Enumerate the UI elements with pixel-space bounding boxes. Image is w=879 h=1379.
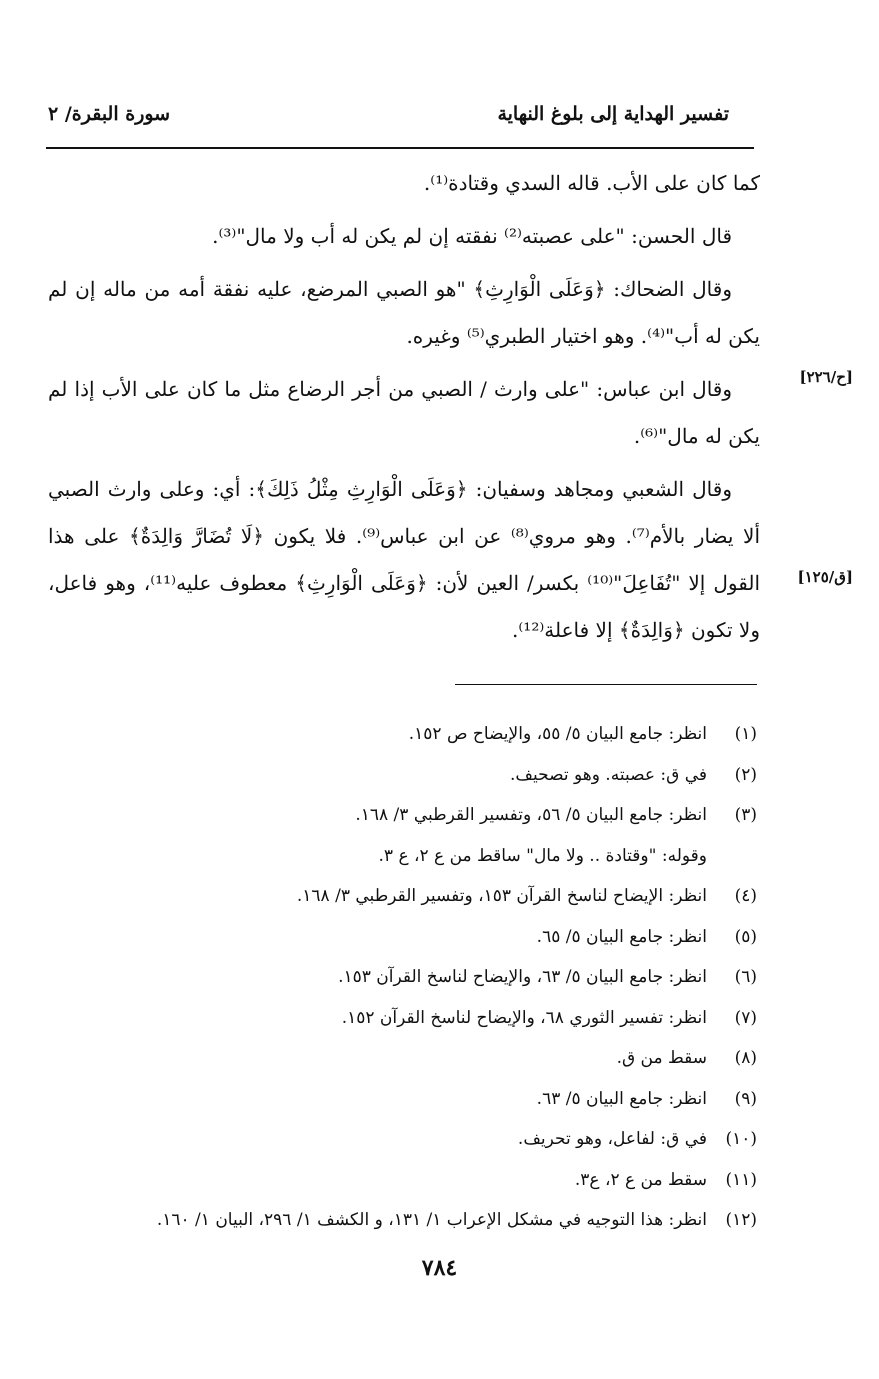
footnote-divider [455,684,757,685]
footnote [37,795,757,836]
margin-ref-q125: [ق/١٢٥] [797,568,853,586]
footnote [37,1200,757,1241]
footnote [37,1079,757,1120]
footnote-text: في ق: عصبته. وهو تصحيف. [509,764,707,785]
main-text [48,160,760,660]
footnote-number: (١) [734,724,757,745]
footnote-text: انظر: تفسير الثوري ٦٨، والإيضاح لناسخ القرآن ١٥٢. [341,1007,707,1028]
running-title: تفسير الهداية إلى بلوغ النهاية [497,103,729,125]
paragraph: وقال الشعبي ومجاهد وسفيان: ﴿وَعَلَى الْوَارِثِ مِثْلُ ذَلِكَ﴾: أي: وعلى وارث الصبي ألا يضار بالأم⁽⁷⁾. وهو مروي⁽⁸⁾ عن ابن عباس⁽⁹⁾. فلا يكون ﴿لَا تُضَارَّ وَالِدَةٌ﴾ على هذا القول إلا "تُفَاعِلَ"⁽¹⁰⁾ بكسر/ العين لأن: ﴿وَعَلَى الْوَارِثِ﴾ معطوف عليه⁽¹¹⁾، وهو فاعل، ولا تكون ﴿وَالِدَةٌ﴾ إلا فاعلة⁽¹²⁾. [48,477,761,642]
footnote [37,998,757,1039]
footnotes [37,714,757,1241]
footnote-number: (٧) [734,1007,757,1028]
footnote [37,957,757,998]
footnote-text: في ق: لفاعل، وهو تحريف. [517,1129,707,1150]
footnote-text: سقط من ع ٢، ع٣. [574,1169,707,1190]
footnote-number: (١١) [725,1169,757,1190]
footnote-text: انظر: جامع البيان ٥/ ٦٥. [536,926,707,947]
footnote [37,917,757,958]
footnote-number: (٦) [734,967,757,988]
paragraph: وقال ابن عباس: "على وارث / الصبي من أجر الرضاع مثل ما كان على الأب إذا لم يكن له مال"⁽⁶⁾. [48,377,760,448]
paragraph: وقال الضحاك: ﴿وَعَلَى الْوَارِثِ﴾ "هو الصبي المرضع، عليه نفقة أمه من ماله إن لم يكن له أب"⁽⁴⁾. وهو اختيار الطبري⁽⁵⁾ وغيره. [48,277,760,348]
footnote [37,876,757,917]
footnote [37,1038,757,1079]
footnote-number: (٤) [734,886,757,907]
footnote-text: انظر: هذا التوجيه في مشكل الإعراب ١/ ١٣١، و الكشف ١/ ٢٩٦، البيان ١/ ١٦٠. [156,1210,707,1231]
footnote [37,1119,757,1160]
footnote-text: انظر: جامع البيان ٥/ ٥٦، وتفسير القرطبي ٣/ ١٦٨. [355,805,707,826]
footnote-text: انظر: جامع البيان ٥/ ٦٣. [536,1088,707,1109]
footnote [37,1160,757,1201]
footnote-text: انظر: الإيضاح لناسخ القرآن ١٥٣، وتفسير القرطبي ٣/ ١٦٨. [296,886,707,907]
page-number: ٧٨٤ [421,1255,458,1281]
header-divider [46,147,754,149]
footnote-number: (١٠) [725,1129,757,1150]
footnote [37,714,757,755]
footnote [37,755,757,796]
footnote-number: (٢) [734,764,757,785]
paragraph: قال الحسن: "على عصبته⁽²⁾ نفقته إن لم يكن له أب ولا مال"⁽³⁾. [212,224,732,248]
footnote-number: (٩) [734,1088,757,1109]
footnote-continuation: وقوله: "وقتادة .. ولا مال" ساقط من ع ٢، ع ٣. [378,845,707,866]
footnote-text: سقط من ق. [616,1048,707,1069]
footnote-text: انظر: جامع البيان ٥/ ٥٥، والإيضاح ص ١٥٢. [408,724,707,745]
footnote-number: (٨) [734,1048,757,1069]
margin-ref-h226: [ح/٢٢٦] [799,368,853,386]
footnote-number: (٥) [734,926,757,947]
footnote-number: (١٢) [725,1210,757,1231]
paragraph: كما كان على الأب. قاله السدي وقتادة⁽¹⁾. [423,171,760,195]
footnote-number: (٣) [734,805,757,826]
footnote-text: انظر: جامع البيان ٥/ ٦٣، والإيضاح لناسخ القرآن ١٥٣. [338,967,707,988]
surah-heading: سورة البقرة/ ٢ [48,103,171,125]
